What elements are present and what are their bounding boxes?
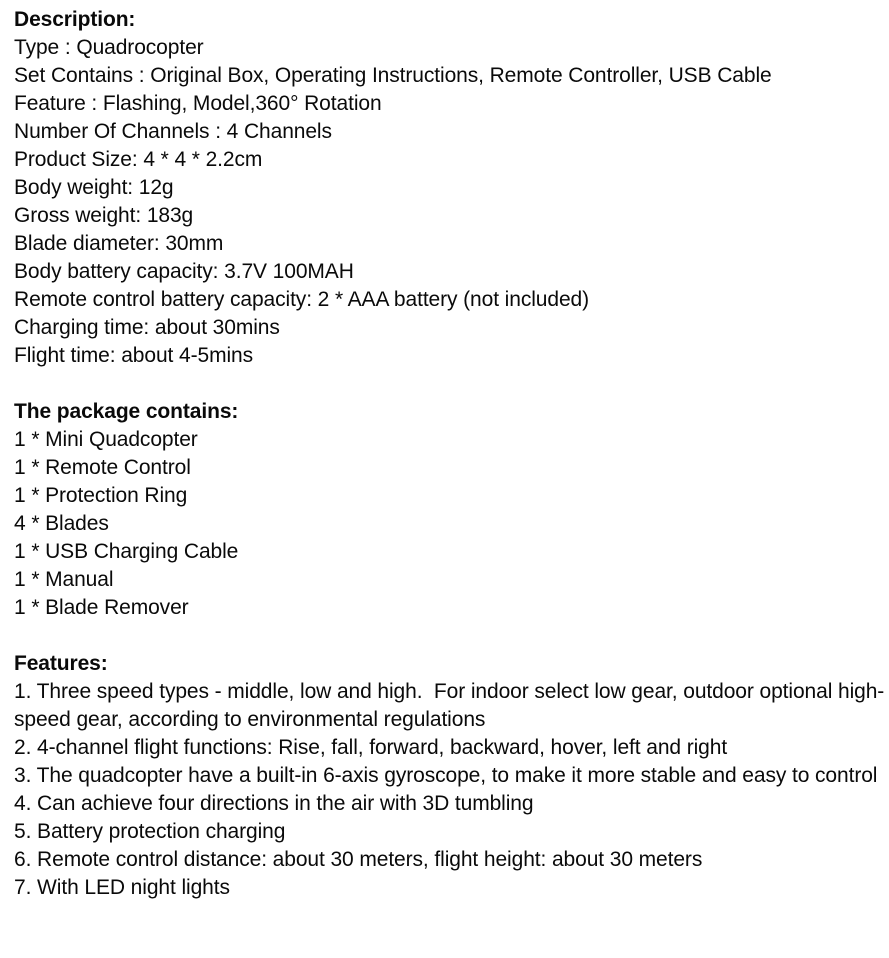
text-line: 4. Can achieve four directions in the air with 3D tumbling	[14, 792, 534, 815]
text-line: Body battery capacity: 3.7V 100MAH	[14, 260, 354, 283]
text-line: Type : Quadrocopter	[14, 36, 204, 59]
section-heading-features: Features:	[14, 652, 108, 675]
text-line: 4 * Blades	[14, 512, 109, 535]
section-features	[14, 650, 885, 902]
text-line: 1 * Protection Ring	[14, 484, 188, 507]
section-heading-description: Description:	[14, 8, 136, 31]
section-heading-package-contains: The package contains:	[14, 400, 239, 423]
text-line: 1 * Mini Quadcopter	[14, 428, 198, 451]
text-line: Feature : Flashing, Model,360° Rotation	[14, 92, 382, 115]
text-line: 5. Battery protection charging	[14, 820, 286, 843]
text-line: Charging time: about 30mins	[14, 316, 280, 339]
text-line: Gross weight: 183g	[14, 204, 194, 227]
text-line: Number Of Channels : 4 Channels	[14, 120, 332, 143]
text-line: 2. 4-channel flight functions: Rise, fall, forward, backward, hover, left and right	[14, 736, 728, 759]
text-line: Flight time: about 4-5mins	[14, 344, 254, 367]
section-package-contains	[14, 398, 885, 622]
text-line: 7. With LED night lights	[14, 876, 230, 899]
text-line: Product Size: 4 * 4 * 2.2cm	[14, 148, 263, 171]
text-line: 1 * Remote Control	[14, 456, 191, 479]
text-line: Blade diameter: 30mm	[14, 232, 224, 255]
section-description	[14, 6, 885, 370]
text-line: Remote control battery capacity: 2 * AAA battery (not included)	[14, 288, 590, 311]
text-line: 1. Three speed types - middle, low and high. For indoor select low gear, outdoor optional high-speed gear, according to environmental regulations	[14, 680, 885, 731]
text-line: Body weight: 12g	[14, 176, 174, 199]
text-line: 1 * Blade Remover	[14, 596, 189, 619]
text-line: 3. The quadcopter have a built-in 6-axis gyroscope, to make it more stable and easy to control	[14, 764, 878, 787]
text-line: Set Contains : Original Box, Operating Instructions, Remote Controller, USB Cable	[14, 64, 772, 87]
text-line: 1 * USB Charging Cable	[14, 540, 239, 563]
text-line: 1 * Manual	[14, 568, 114, 591]
text-line: 6. Remote control distance: about 30 meters, flight height: about 30 meters	[14, 848, 703, 871]
description-sections	[14, 6, 885, 902]
